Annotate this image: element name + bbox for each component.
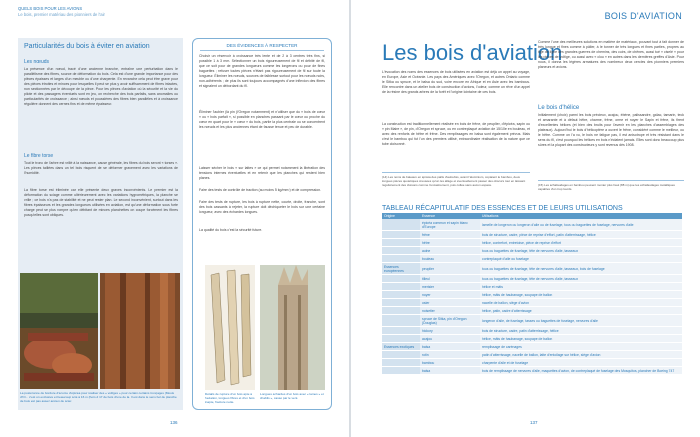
cell-origine — [382, 327, 420, 335]
cell-origine — [382, 283, 420, 291]
photo-broken-trunk — [260, 265, 325, 390]
table-row — [382, 239, 682, 247]
cell-origine — [382, 239, 420, 247]
cell-essence: hêtre — [420, 239, 480, 247]
subhead-fibre-torse: Le fibre torse — [24, 153, 54, 159]
cell-essence: noisetier — [420, 307, 480, 315]
intro-paragraph-1: L'évocation des noms des essences de bois utilisées en aviation est déjà un appel au voyage, en Europe, Asie et Océanie. Les pays des Amériques avec l'Oregon, et autres Ontario comme le Sitka ou spruce, et le balsa du sud, voire encore en Afrique et en Asie avec les bambous. Elle rencontre dans un atelier bois de construction d'avions, l'odeur, comme un rêve d'un appel de la résine des grands arbres de la forêt et l'origine lointaine de ces bois. — [382, 70, 530, 94]
cell-essence: merisier — [420, 283, 480, 291]
footnote-rule — [382, 172, 530, 173]
table-row — [382, 263, 682, 275]
paragraph-noeuds: La présence d'un nœud, tracé d'une ancienne branche, entraîne une perturbation dans le parallélisme des fibres, source de déformation du bois. Cela est d'une grande importance pour des pièces épaisses et larges d'un meuble ou d'une charpente. En revanche cela peut être grave pour des pièces étroites et minces pour lesquelles il peut se plus y avoir suffisamment de fibres intactes, non sectionnées par le découpe de la pièce. Pour les pièces d'aviation où la sécurité et la vie du pilote et des passagers éventuels sont en jeu, on recherche des bois parfaits, sans anomalies ou particularités de croissance ; ainsi nœuds et poussières des fibres bien parallèles et à croissance régulière donnent des cernes fins et de même épaisseur. — [24, 67, 178, 106]
cell-utilisations: longeron d'aile, de fuselage, tasses ou baguettes de fuselage, nervures d'aile — [480, 315, 682, 327]
box-paragraph-3: Laisser sécher le bois « sur lattes » ce qui permet notamment la libération des tensions internes éventuelles et en retenir que les planches qui restent bien planes. — [199, 166, 325, 180]
cell-utilisations: hélice, contrefort, entretoise, pièce de reprise d'effort — [480, 239, 682, 247]
table-row — [382, 219, 682, 231]
header-utilisations: Utilisations — [480, 213, 682, 219]
cell-utilisations: hélice, mâts de haubanage, soupape de ballon — [480, 335, 682, 343]
cell-utilisations: hélice et mâts — [480, 283, 682, 291]
cell-essence: rotin — [420, 351, 480, 359]
box-title: DES ÉVIDENCES À RESPECTER — [200, 43, 324, 51]
page-number-right: 137 — [530, 420, 538, 425]
cell-origine: Essences européennes — [382, 263, 420, 275]
table-row — [382, 255, 682, 263]
intro-paragraph-2: La construction est traditionnellement réalisée en bois de frêne, de peuplier, d'épicéa, sapin ou « pin Maire », de pin, d'Oregon et spruce, ou en contreplaqué aviation de 15/10e en bouleau, et avec des renforts de hêtre et frêne. Des remplissages en balsa sont également prévus. Mais c'est le bambou qui fut l'un des premiers utilisé, extraordinaire réalisation de la nature que ce tube cloisonné. — [382, 122, 530, 146]
table-row — [382, 307, 682, 315]
box-paragraph-4: Faire des tests de contrôle de traction (au moins 5 kg/mm²) et de compression. — [199, 188, 322, 192]
header-origine: Origine — [382, 213, 420, 219]
page-number-left: 136 — [170, 420, 178, 425]
header-essence: Essence — [420, 213, 480, 219]
cell-utilisations: bois de remplissage de nervures d'aile, maquettes d'avion, de contreplaqué de fuselage des Mosquitos, plancher de Boeing 747 — [480, 367, 682, 375]
subhead-noeuds: Les nœuds — [24, 59, 50, 65]
cell-origine — [382, 231, 420, 239]
cell-utilisations: hélice, mâts de haubanage, soupape de ballon — [480, 291, 682, 299]
photo-caption-samples: Détails de rupture d'un bois apte à l'aviation, longues fibres et d'un bois inapte, fracture nette. — [205, 392, 255, 404]
box-paragraph-5: Faire des tests de rupture, les bois à rupture nette, courte, droite, franche, sont des bois cassants à rejeter, la rupture doit déchiqueter le bois sur une certaine longueur, avec des échardes longues. — [199, 200, 325, 214]
box-paragraph-1: Choisir un réservoir à croissance très lente et de 2 à 3 centres très fins, si possible 1 à 3 mm. Sélectionner un bois rigoureusement de fil et débité de fil, que ce soit pour de grandes longueurs comme les longerons ou pour de fines baguettes ; refuser toutes pièces n'étant pas rigoureusement de fil sur toute la longueur. Éliminer les nœuds, sources de faiblesse surtout pour les nœuds noirs, non-adhérents ; de plus ils sont toujours accompagnés d'une inflexion des fibres et signalent un débordant du fil. — [199, 54, 325, 88]
cell-essence: frêne — [420, 231, 480, 239]
cell-utilisations: patin d'atterrissage, nacelle de ballon, latte d'entoilage sur hélice, siège d'avion — [480, 351, 682, 359]
running-header-right: BOIS D'AVIATION — [604, 11, 682, 21]
cell-essence: acajou — [420, 335, 480, 343]
box-paragraph-2: Éliminer l'aubier (là pin (l'Oregon notamment) et n'utiliser que du « bois de cœur » ou « bois parfait », si possible en planches passant par le cœur ou proche du cœur en quart pour le « cœur » du bois, partie la plus centrale ou se concentrent les nœuds et les plus anciennes étant de fausse tenue et peu de durable. — [199, 110, 325, 129]
cell-essence: tilleul — [420, 275, 480, 283]
cell-origine — [382, 307, 420, 315]
photo-caption-trunk: Longues échardes d'un bois avec « lames » et chablis », cassé par le vent. — [260, 392, 324, 400]
cell-essence: peuplier — [420, 263, 480, 275]
table-row — [382, 351, 682, 359]
cell-origine — [382, 315, 420, 327]
table-row — [382, 335, 682, 343]
table-row — [382, 315, 682, 327]
photo-caption-logs: La postéronne de bordure d'écorce d'épicéa pour réaliser des « voiliges » pour certain certains tronçages (Mouis d'Or... c'est un exclusive et beaucoup scié à 16 m (hors d 17 de bois d'une de la. Il est dans le sens bol de planche de bois est pas assez ancien de scier. — [20, 391, 177, 403]
cell-essence: balsa — [420, 367, 480, 375]
cell-origine — [382, 291, 420, 299]
cell-essence: spruce de Sitka, pin d'Oregon (Douglas) — [420, 315, 480, 327]
table-row — [382, 247, 682, 255]
cell-origine — [382, 299, 420, 307]
cell-essence: balsa — [420, 343, 480, 351]
cell-utilisations: tous ou baguettes de fuselage, tête de nervures d'aile, tasseaux, bois de fuselage — [480, 263, 682, 275]
paragraph-fibre-torse-2: La fibre torse est éliminée car elle présente deux graves inconvénients. Le premier est la déformation du sciage comme ultérieurement avec les variations hygrométriques, la planche se vrille ; ce bois n'a pas de stabilité et ne peut rester plan. Le second inconvénient, surtout dans les fibres épaisseurs et les grandes longueurs utilisées en aviation, est qu'une déformation sous forte charge peut se plus rompre qu'en débitant de minces planchettes on coupe forcément les fibres pusqu'elles sont obliques. — [24, 188, 178, 217]
footnote-15: (15) Les échafaudages en bambou peuvent monter plus haut (88 m) que les échafaudages métalliques capables d'un trop lourds. — [538, 183, 675, 191]
table-row — [382, 275, 682, 283]
cell-origine — [382, 275, 420, 283]
table-row — [382, 327, 682, 335]
cell-essence: bambou — [420, 359, 480, 367]
cell-origine: Essences exotiques — [382, 343, 420, 351]
cell-origine — [382, 255, 420, 263]
cell-utilisations: contreplaqué d'aile ou fuselage — [480, 255, 682, 263]
cell-essence: hickory — [420, 327, 480, 335]
cell-utilisations: nacelle de ballon, siège d'avion — [480, 299, 682, 307]
right-col-paragraph-1: Comme l'une des meilleures solutions en matière de matériaux, pouvant tout à fait donner de très longue et fines comme à pâlier, à le tonner de très longues et fines parties, propres au tige de ligne des grandes guerres de chemins, des cuirs, de chênes, aussi tué « ciselé » pour les pièces de voltige, ou aussi avec « clou » en autres dans les dernières greffes d'Asie. Pour nous, il donna les légères armatures des nombreux deux cercles des pionniers premiers planeurs et avions. — [538, 40, 684, 69]
cell-utilisations: bois de structure, cadre, pièce de reprise d'effort, patin d'atterrissage, hélice — [480, 231, 682, 239]
cell-essence: noyer — [420, 291, 480, 299]
table-row — [382, 343, 682, 351]
header-line1: QUELS BOIS POUR LES AVIONS — [18, 6, 83, 11]
running-header-left — [18, 6, 105, 17]
right-col-paragraph-2: Initialement (choix) parmi les bois précieux, acajou, ébène, palissandre, gaïac, tamarin, teck et amarante et à défaut hêtre, charme, frêne, orme et noyer le Sapin et frêne, ils firent d'excellentes hélices (et bien des bruits pour l'avenir en les planches d'assemblages des plateaux). Aujourd'hui le bois d'hélicoptère a ouvert le frêne, considéré comme le meilleur, ou le hêtre. Comme on l'a vu, le bois ne fatigue pas, il est anisotrope et très résistant dans le sens du fil, c'est pourquoi les hélices en bois n'éclatent jamais. Elles sont donc beaucoup plus sûres et la plupart des constructeurs y sont revenus dès 1908. — [538, 113, 684, 147]
cell-origine — [382, 219, 420, 231]
cell-essence: bouleau — [420, 255, 480, 263]
table-row — [382, 299, 682, 307]
chapter-title: Les bois d'aviation — [382, 40, 563, 65]
cell-essence: épicéa commun et sapin blanc d'Europe — [420, 219, 480, 231]
table-row — [382, 359, 682, 367]
header-line2: Le bois, premier matériau des pionniers de l'air — [18, 11, 105, 17]
cell-utilisations: tous ou baguettes de fuselage, tête de nervures d'aile, tasseaux — [480, 247, 682, 255]
cell-essence: aulne — [420, 247, 480, 255]
photo-logs — [20, 273, 98, 389]
cell-origine — [382, 367, 420, 375]
section-title: Particularités du bois à éviter en aviation — [24, 43, 150, 50]
cell-origine — [382, 335, 420, 343]
cell-utilisations: charpente d'aile et de fuselage — [480, 359, 682, 367]
box-paragraph-6: La qualité du bois c'est la sécurité future. — [199, 228, 263, 232]
photo-bark — [100, 273, 180, 389]
table-row — [382, 367, 682, 375]
left-page — [0, 0, 349, 437]
cell-origine — [382, 359, 420, 367]
subhead-helice: Le bois d'hélice — [538, 105, 580, 111]
essences-table — [382, 213, 682, 375]
table-row — [382, 283, 682, 291]
cell-essence: osier — [420, 299, 480, 307]
cell-origine — [382, 351, 420, 359]
table-row — [382, 231, 682, 239]
table-title: TABLEAU RÉCAPITULATIF DES ESSENCES ET DE LEURS UTILISATIONS — [382, 205, 623, 212]
cell-utilisations: tous ou baguettes de fuselage, tête de nervures d'aile, tasseaux — [480, 275, 682, 283]
cell-origine — [382, 247, 420, 255]
cell-utilisations: bois de structure, cadre, patin d'atterrissage, hélice — [480, 327, 682, 335]
footnote-14: (14) Les noms de bateaux en épicéa des pailis d'autrefois, avant l'aluminium, copiaient le bambou, deux longues pièces quoteliques creusées qu'un les allège et éventuellement passer des obscurs tout en laissant régulièrement des cloisons comme l'encastrement, puis collée sans aucun espace. — [382, 175, 526, 187]
cell-utilisations: remplissage de carénages — [480, 343, 682, 351]
cell-utilisations: lamelle de longeron ou longeron d'aile ou de fuselage, tous ou baguettes de fuselage, nervures d'aile — [480, 219, 682, 231]
table-row — [382, 291, 682, 299]
footnote-rule-right — [538, 180, 684, 181]
photo-wood-samples — [205, 265, 255, 390]
paragraph-fibre-torse-1: Tout le tronc de l'arbre est vrillé à la naissance, cause générale, les fibres du bois seront « torses ». Les pièces taillées dans un tel bois risquent de se déformer gravement avec les variations de l'humidité. — [24, 161, 178, 175]
cell-utilisations: hélice, patin, cadre d'atterrissage — [480, 307, 682, 315]
